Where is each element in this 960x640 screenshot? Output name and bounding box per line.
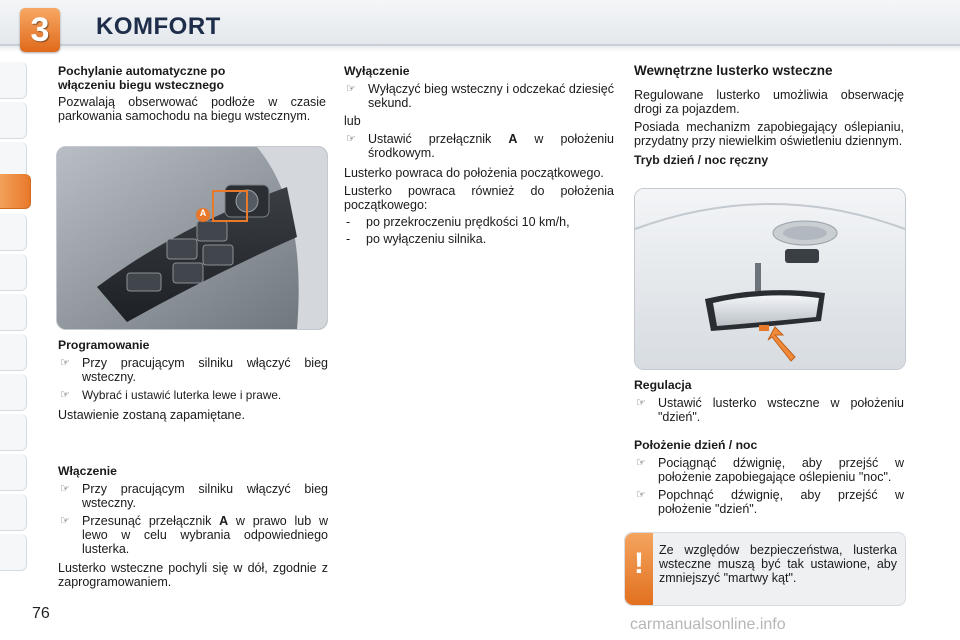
enable-section (58, 464, 328, 589)
exclamation-icon: ! (625, 533, 653, 605)
chapter-tab[interactable] (0, 214, 27, 251)
chapter-tab[interactable] (0, 454, 27, 491)
hand-pointer-icon: ☞ (636, 397, 646, 409)
programming-note: Ustawienie zostaną zapamiętane. (58, 408, 245, 422)
daynight-bullet: ☞ Pociągnąć dźwignię, aby przejść w położenie zapobiegające oślepieniu "noc". (636, 456, 904, 484)
chapter-tab-active[interactable] (0, 174, 31, 209)
rearview-mirror-illustration (635, 189, 905, 369)
disable-bullet: ☞ Wyłączyć bieg wsteczny i odczekać dziesięć sekund. (346, 82, 614, 110)
adjust-title: Regulacja (634, 378, 692, 392)
intro-text: Posiada mechanizm zapobiegający oślepianiu, przydatny przy niewielkim oświetleniu dziennym. (634, 120, 904, 148)
chapter-tab[interactable] (0, 62, 27, 99)
dash-item: - po przekroczeniu prędkości 10 km/h, (346, 215, 570, 229)
programming-title: Programowanie (58, 338, 150, 352)
enable-title: Włączenie (58, 464, 117, 478)
programming-section (58, 338, 328, 422)
figure-label-a: A (199, 208, 207, 218)
chapter-tab[interactable] (0, 102, 27, 139)
enable-note: Lusterko wsteczne pochyli się w dół, zgodnie z zaprogramowaniem. (58, 561, 328, 589)
chapter-badge: 3 (20, 8, 60, 52)
programming-bullet: ☞ Przy pracującym silniku włączyć bieg wsteczny. (60, 356, 328, 384)
daynight-title: Położenie dzień / noc (634, 438, 758, 452)
disable-bullet: ☞ Ustawić przełącznik A w położeniu środkowym. (346, 132, 614, 160)
dash-item: - po wyłączeniu silnika. (346, 232, 487, 246)
right-column-bottom (634, 378, 904, 516)
hand-pointer-icon: ☞ (346, 83, 356, 95)
section-title: Wewnętrzne lusterko wsteczne (634, 63, 833, 78)
hand-pointer-icon: ☞ (60, 515, 70, 527)
right-column-top (634, 64, 904, 167)
header-shadow (0, 46, 960, 52)
chapter-tab[interactable] (0, 254, 27, 291)
chapter-tab-strip (0, 62, 30, 582)
door-switch-figure (56, 146, 328, 330)
safety-warning-box (624, 532, 906, 606)
section-title-line1: Pochylanie automatyczne po (58, 64, 226, 78)
warning-text: Ze względów bezpieczeństwa, lusterka wsteczne muszą być tak ustawione, aby zmniejszyć "martwy kąt". (659, 543, 897, 585)
or-text: lub (344, 114, 361, 128)
return-text: Lusterko powraca do położenia początkowego. (344, 166, 604, 180)
chapter-tab[interactable] (0, 294, 27, 331)
chapter-title: KOMFORT (96, 13, 221, 40)
middle-column (344, 64, 614, 246)
chapter-tab[interactable] (0, 374, 27, 411)
chapter-tab[interactable] (0, 334, 27, 371)
return-text: Lusterko powraca również do położenia początkowego: (344, 184, 614, 212)
disable-title: Wyłączenie (344, 64, 410, 78)
mirror-figure (634, 188, 906, 370)
section-title-line2: włączeniu biegu wstecznego (58, 78, 224, 92)
page-header (0, 0, 960, 60)
door-switch-illustration (57, 147, 327, 329)
hand-pointer-icon: ☞ (636, 457, 646, 469)
left-column-top (58, 64, 326, 123)
hand-pointer-icon: ☞ (60, 483, 70, 495)
enable-bullet: ☞ Przesunąć przełącznik A w prawo lub w lewo w celu wybrania odpowiedniego lusterka. (60, 514, 328, 556)
hand-pointer-icon: ☞ (636, 489, 646, 501)
manual-title: Tryb dzień / noc ręczny (634, 153, 769, 167)
chapter-tab[interactable] (0, 414, 27, 451)
chapter-tab[interactable] (0, 494, 27, 531)
adjust-bullet: ☞ Ustawić lusterko wsteczne w położeniu "dzień". (636, 396, 904, 424)
watermark: carmanualsonline.info (630, 616, 786, 633)
programming-bullet: ☞ Wybrać i ustawić luterka lewe i prawe. (60, 388, 282, 402)
intro-text: Regulowane lusterko umożliwia obserwację drogi za pojazdem. (634, 88, 904, 116)
section-text: Pozwalają obserwować podłoże w czasie parkowania samochodu na biegu wstecznym. (58, 95, 326, 123)
hand-pointer-icon: ☞ (346, 133, 356, 145)
page-number: 76 (32, 605, 50, 622)
chapter-tab[interactable] (0, 534, 27, 571)
hand-pointer-icon: ☞ (60, 357, 70, 369)
hand-pointer-icon: ☞ (60, 389, 70, 401)
enable-bullet: ☞ Przy pracującym silniku włączyć bieg wsteczny. (60, 482, 328, 510)
daynight-bullet: ☞ Popchnąć dźwignię, aby przejść w położenie "dzień". (636, 488, 904, 516)
